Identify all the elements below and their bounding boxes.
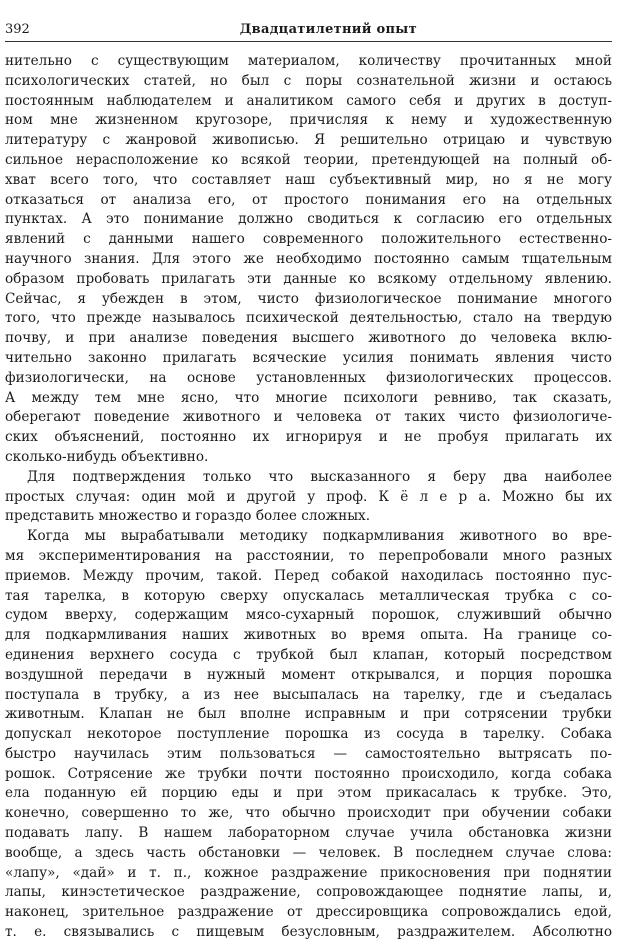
text-line: наконец, зрительное раздражение от дрессировщика сопровождались едой,: [5, 904, 612, 921]
text-line: нительно с существующим материалом, количеству прочитанных мной: [5, 53, 612, 69]
text-line: поступала в трубку, а из нее высыпалась на тарелку, где и съедалась: [5, 686, 612, 703]
text-line: вообще, а здесь часть обстановки — человек. В последнем случае слова:: [5, 844, 612, 861]
text-line: животным. Клапан не был вполне исправным и при сотрясении трубки: [5, 706, 612, 723]
text-line: подавать лапу. В нашем лабораторном случае учила обстановка жизни: [5, 825, 612, 842]
text-line: простых случая: один мой и другой у проф. К ё л е р а. Можно бы их: [5, 488, 612, 505]
text-line: сильное нерасположение ко всякой теории, претендующей на полный об-: [5, 151, 612, 168]
text-line: литературу с жанровой живописью. Я решительно отрицаю и чувствую: [5, 132, 612, 149]
page-number: 392: [5, 22, 30, 37]
text-line: тая тарелка, в которую сверху опускалась металлическая трубка с со-: [5, 587, 612, 604]
text-line: почву, и при анализе поведения высшего животного до человека вклю-: [5, 330, 612, 347]
text-line: ела поданную ей порцию еды и при этом прикасалась к трубке. Это,: [5, 785, 612, 802]
text-line: представить множество и гораздо более сложных.: [5, 508, 371, 525]
text-line: для подкармливания наших животных во время опыта. На границе со-: [5, 627, 612, 644]
text-line: сколько-нибудь объективно.: [5, 448, 209, 465]
text-line: единения верхнего сосуда с трубкой был клапан, который посредством: [5, 646, 612, 663]
text-line: ских объяснений, постоянно их игнорируя и не пробуя прилагать их: [5, 429, 612, 446]
text-line: мя экспериментирования на расстоянии, то перепробовали много разных: [5, 547, 612, 564]
text-line: образом пробовать прилагать эти данные ко всякому отдельному явлению.: [5, 270, 612, 287]
text-line: конечно, совершенно то же, что обычно происходит при обучении собаки: [5, 805, 612, 822]
page-header: [5, 22, 612, 42]
text-line: постоянным наблюдателем и аналитиком самого себя и других в доступ-: [5, 92, 612, 109]
text-line: Когда мы вырабатывали методику подкармливания животного во вре-: [27, 528, 612, 545]
text-line: судом вверху, содержащим мясо-сухарный порошок, служивший обычно: [5, 607, 612, 624]
text-line: явлений с данными нашего современного положительного естественно-: [5, 231, 612, 248]
text-line: т. е. связывались с пищевым безусловным, раздражителем. Абсолютно: [5, 924, 612, 941]
text-line: А между тем мне ясно, что многие психологи ревниво, так сказать,: [5, 389, 612, 406]
text-line: научного знания. Для этого же необходимо постоянно самым тщательным: [5, 250, 612, 267]
text-line: приемов. Между прочим, такой. Перед собакой находилась постоянно пус-: [5, 567, 612, 584]
text-line: пунктах. А это понимание должно сводиться к согласию его отдельных: [5, 211, 612, 228]
text-line: воздушной передачи в нужный момент открывался, и порция порошка: [5, 666, 612, 683]
running-title: Двадцатилетний опыт: [239, 22, 417, 37]
text-line: быстро научилась этим пользоваться — самостоятельно вытрясать по-: [5, 745, 612, 762]
text-line: Сейчас, я убежден в этом, чисто физиологическое понимание многого: [5, 290, 612, 307]
text-line: хват всего того, что составляет наш субъективный мир, но я не могу: [5, 171, 612, 188]
text-line: того, что прежде называлось психической деятельностью, стало на твердую: [5, 310, 612, 327]
text-line: ном мне жизненном кругозоре, причисляя к нему и художественную: [5, 112, 612, 129]
paragraph: [5, 527, 612, 943]
text-line: Для подтверждения только что высказанного я беру два наиболее: [27, 468, 612, 485]
text-line: оберегают поведение животного и человека от таких чисто физиологиче-: [5, 409, 612, 426]
body-text: [5, 52, 612, 943]
paragraph: [5, 52, 612, 468]
paragraph: [5, 468, 612, 527]
text-line: психологических статей, но был с поры сознательной жизни и остаюсь: [5, 72, 612, 89]
text-line: лапы, кинэстетическое раздражение, сопровождающее поднятие лапы, и,: [5, 884, 612, 901]
text-line: «лапу», «дай» и т. п., кожное раздражение прикосновения при поднятии: [5, 864, 612, 881]
text-line: отказаться от анализа его, от простого понимания его на отдельных: [5, 191, 612, 208]
text-line: физиологически, на основе установленных физиологических процессов.: [5, 369, 612, 386]
text-line: чительно законно прилагать всяческие усилия понимать явления чисто: [5, 349, 612, 366]
text-line: допускал некоторое поступление порошка из сосуда в тарелку. Собака: [5, 726, 612, 743]
text-line: рошок. Сотрясение же трубки почти постоянно происходило, когда собака: [5, 765, 612, 782]
